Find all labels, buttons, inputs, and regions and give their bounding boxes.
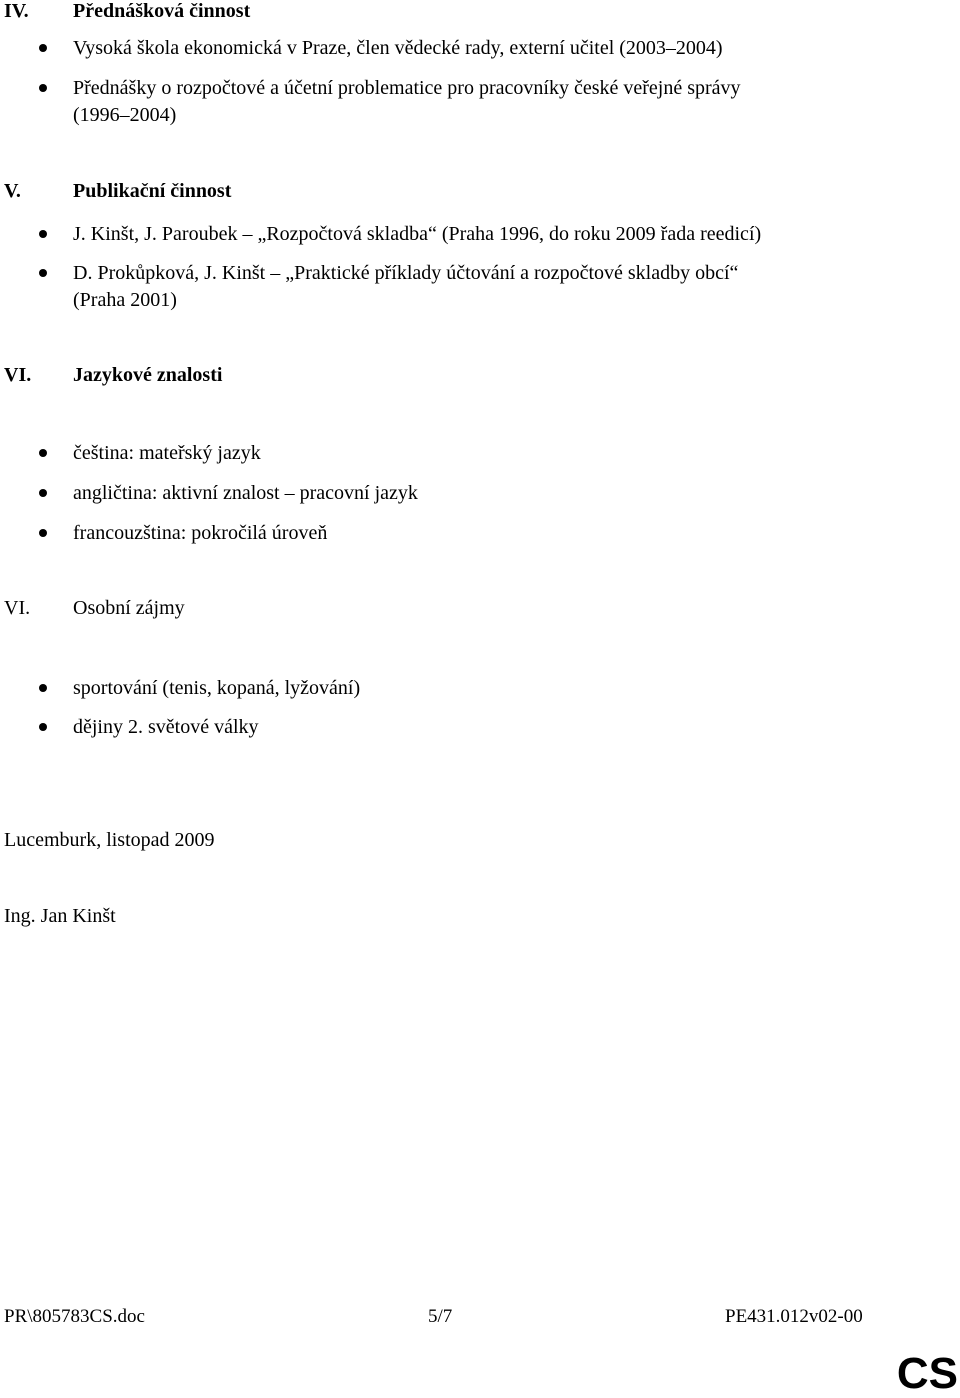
list-item-text: D. Prokůpková, J. Kinšt – „Praktické příklady účtování a rozpočtové skladby obcí“ xyxy=(73,262,739,284)
list-item-text: J. Kinšt, J. Paroubek – „Rozpočtová skladba“ (Praha 1996, do roku 2009 řada reedicí) xyxy=(73,223,762,245)
section-title: Přednášková činnost xyxy=(73,0,251,22)
list-item-text: sportování (tenis, kopaná, lyžování) xyxy=(73,677,361,699)
list-item-text: dějiny 2. světové války xyxy=(73,716,259,738)
footer-page-number: 5/7 xyxy=(428,1306,453,1327)
bullet-icon xyxy=(39,529,47,537)
list-item-text: čeština: mateřský jazyk xyxy=(73,442,261,464)
place-and-date: Lucemburk, listopad 2009 xyxy=(4,829,215,851)
signature-name: Ing. Jan Kinšt xyxy=(4,905,116,927)
bullet-icon xyxy=(39,269,47,277)
bullet-icon xyxy=(39,44,47,52)
list-item-text: francouzština: pokročilá úroveň xyxy=(73,522,328,544)
bullet-icon xyxy=(39,449,47,457)
footer-version: PE431.012v02-00 xyxy=(725,1306,863,1327)
list-item-text: (1996–2004) xyxy=(73,104,177,126)
bullet-icon xyxy=(39,489,47,497)
bullet-icon xyxy=(39,84,47,92)
section-number: IV. xyxy=(4,0,29,22)
section-number: VI. xyxy=(4,597,31,619)
list-item-text: Přednášky o rozpočtové a účetní problematice pro pracovníky české veřejné správy xyxy=(73,77,741,99)
section-title: Jazykové znalosti xyxy=(73,364,223,386)
list-item-text: Vysoká škola ekonomická v Praze, člen vědecké rady, externí učitel (2003–2004) xyxy=(73,37,723,59)
section-number: VI. xyxy=(4,364,32,386)
list-item-text: angličtina: aktivní znalost – pracovní jazyk xyxy=(73,482,418,504)
section-number: V. xyxy=(4,180,21,202)
section-title: Publikační činnost xyxy=(73,180,232,202)
section-title: Osobní zájmy xyxy=(73,597,185,619)
footer-doc-reference: PR\805783CS.doc xyxy=(4,1306,145,1327)
bullet-icon xyxy=(39,684,47,692)
bullet-icon xyxy=(39,230,47,238)
language-mark: CS xyxy=(896,1349,958,1398)
bullet-icon xyxy=(39,723,47,731)
list-item-text: (Praha 2001) xyxy=(73,289,177,311)
